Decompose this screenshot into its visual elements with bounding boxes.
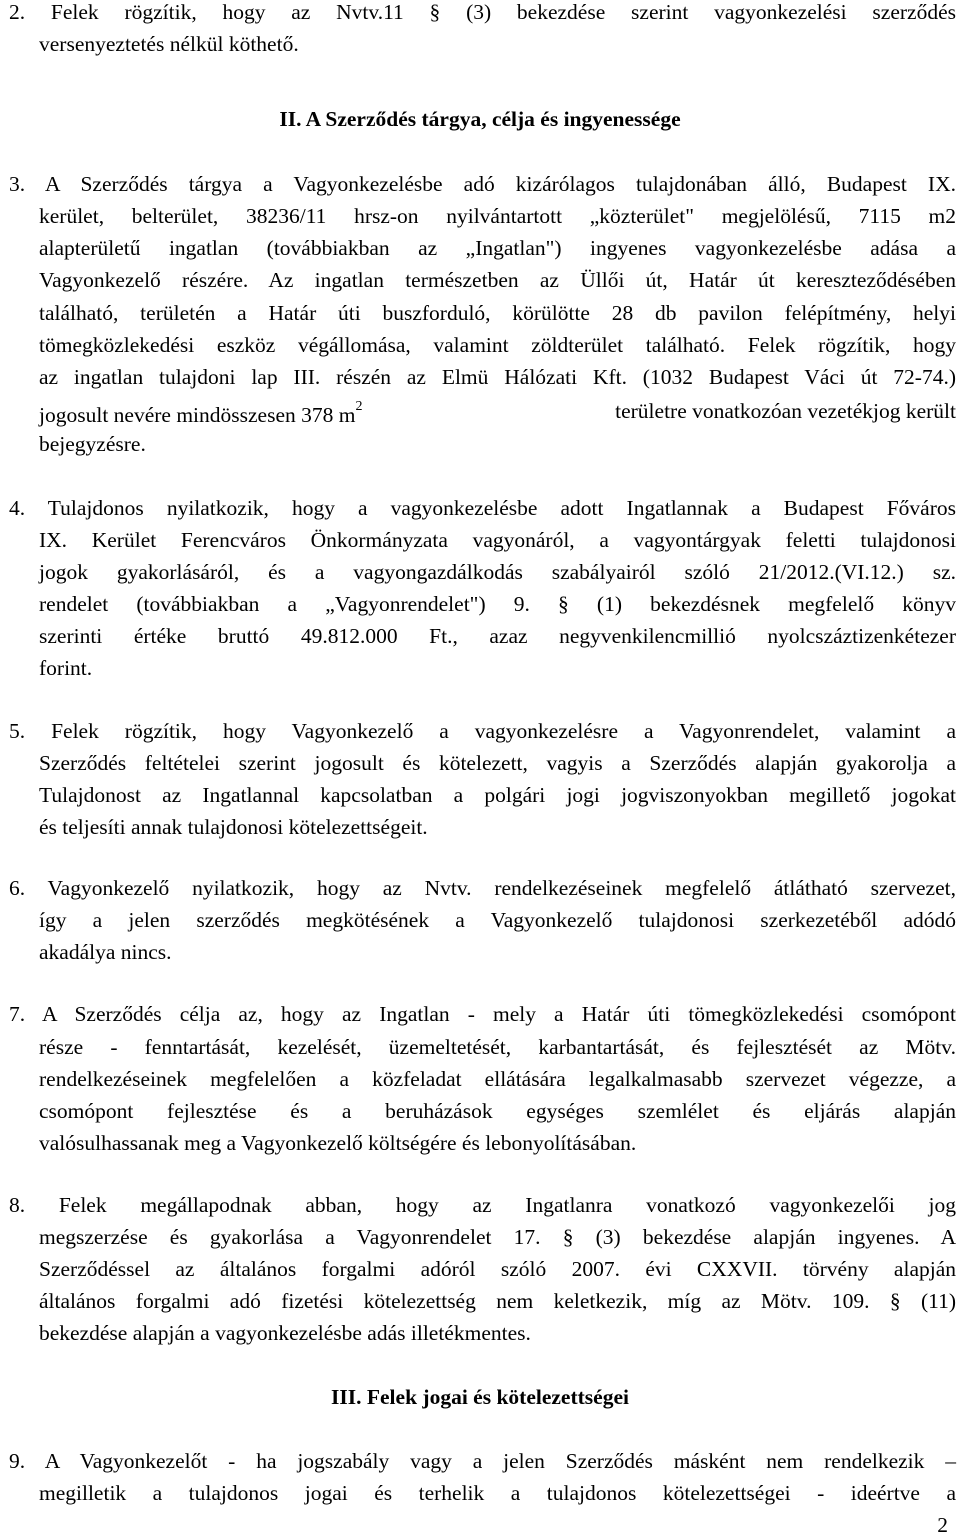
paragraph-7-line-3: rendelkezéseinek megfelelően a közfeladat ellátására legalkalmasabb szervezet végezze, a <box>39 1067 956 1091</box>
line-8-text-part-2: területre vonatkozóan vezetékjog került <box>615 399 956 423</box>
paragraph-6-line-1: 6. Vagyonkezelő nyilatkozik, hogy az Nvtv. rendelkezéseinek megfelelő átlátható szervezet, <box>9 876 956 900</box>
section-heading-iii: III. Felek jogai és kötelezettségei <box>331 1385 629 1409</box>
paragraph-3-line-5: található, területén a Határ úti buszforduló, körülötte 28 db pavilon felépítmény, helyi <box>39 301 956 325</box>
paragraph-3-line-4: Vagyonkezelő részére. Az ingatlan természetben az Üllői út, Határ út kereszteződésében <box>39 268 956 292</box>
paragraph-9-line-2: megilletik a tulajdonos jogai és terhelik a tulajdonos kötelezettségei - ideértve a <box>39 1481 956 1505</box>
paragraph-5-line-2: Szerződés feltételei szerint jogosult és kötelezett, vagyis a Szerződés alapján gyakorolja a <box>39 751 956 775</box>
paragraph-5-line-4: és teljesíti annak tulajdonosi kötelezettségeit. <box>39 815 428 839</box>
paragraph-4-line-5: szerinti értéke bruttó 49.812.000 Ft., azaz negyvenkilencmillió nyolcszáztizenkétezer <box>39 624 956 648</box>
paragraph-7-line-2: része - fenntartását, kezelését, üzemeltetését, karbantartását, és fejlesztését az Mötv. <box>39 1035 956 1059</box>
paragraph-3-line-2: kerület, belterület, 38236/11 hrsz-on nyilvántartott „közterület" megjelölésű, 7115 m2 <box>39 204 956 228</box>
paragraph-5-line-3: Tulajdonost az Ingatlannal kapcsolatban a polgári jogi jogviszonyokban megillető jogokat <box>39 783 956 807</box>
paragraph-7-line-4: csomópont fejlesztése és a beruházások egységes szemlélet és eljárás alapján <box>39 1099 956 1123</box>
line-8-text-part-1: jogosult nevére mindösszesen 378 m <box>39 403 356 428</box>
superscript: 2 <box>355 399 363 414</box>
paragraph-3-line-9: bejegyzésre. <box>39 432 146 456</box>
paragraph-3-line-3: alapterületű ingatlan (továbbiakban az „Ingatlan") ingyenes vagyonkezelésbe adása a <box>39 236 956 260</box>
paragraph-5-line-1: 5. Felek rögzítik, hogy Vagyonkezelő a vagyonkezelésre a Vagyonrendelet, valamint a <box>9 719 956 743</box>
paragraph-8-line-3: Szerződéssel az általános forgalmi adóról szóló 2007. évi CXXVII. törvény alapján <box>39 1257 956 1281</box>
paragraph-2-line-2: versenyeztetés nélkül köthető. <box>39 32 299 56</box>
paragraph-4-line-3: jogok gyakorlásáról, és a vagyongazdálkodás szabályairól szóló 21/2012.(VI.12.) sz. <box>39 560 956 584</box>
paragraph-4-line-6: forint. <box>39 656 93 680</box>
paragraph-8-line-1: 8. Felek megállapodnak abban, hogy az Ingatlanra vonatkozó vagyonkezelői jog <box>9 1193 956 1217</box>
paragraph-7-line-1: 7. A Szerződés célja az, hogy az Ingatlan - mely a Határ úti tömegközlekedési csomópont <box>9 1002 956 1026</box>
paragraph-8-line-5: bekezdése alapján a vagyonkezelésbe adás illetékmentes. <box>39 1321 531 1345</box>
paragraph-4-line-2: IX. Kerület Ferencváros Önkormányzata vagyonáról, a vagyontárgyak feletti tulajdonosi <box>39 528 956 552</box>
paragraph-8-line-2: megszerzése és gyakorlása a Vagyonrendelet 17. § (3) bekezdése alapján ingyenes. A <box>39 1225 956 1249</box>
paragraph-9-line-1: 9. A Vagyonkezelőt - ha jogszabály vagy a jelen Szerződés másként nem rendelkezik – <box>9 1449 956 1473</box>
paragraph-6-line-3: akadálya nincs. <box>39 940 172 964</box>
paragraph-4-line-1: 4. Tulajdonos nyilatkozik, hogy a vagyonkezelésbe adott Ingatlannak a Budapest Főváros <box>9 496 956 520</box>
paragraph-3-line-6: tömegközlekedési eszköz végállomása, valamint zöldterület található. Felek rögzítik, hogy <box>39 333 956 357</box>
paragraph-3-line-8 <box>39 396 956 426</box>
paragraph-6-line-2: így a jelen szerződés megkötésének a Vagyonkezelő tulajdonosi szerkezetéből adódó <box>39 908 956 932</box>
page-number: 2 <box>937 1513 948 1537</box>
paragraph-8-line-4: általános forgalmi adó fizetési kötelezettség nem keletkezik, míg az Mötv. 109. § (11) <box>39 1289 956 1313</box>
paragraph-7-line-5: valósulhassanak meg a Vagyonkezelő költségére és lebonyolításában. <box>39 1131 637 1155</box>
paragraph-3-line-1: 3. A Szerződés tárgya a Vagyonkezelésbe adó kizárólagos tulajdonában álló, Budapest IX. <box>9 172 956 196</box>
paragraph-2-line-1: 2. Felek rögzítik, hogy az Nvtv.11 § (3) bekezdése szerint vagyonkezelési szerződés <box>9 0 956 24</box>
paragraph-4-line-4: rendelet (továbbiakban a „Vagyonrendelet") 9. § (1) bekezdésnek megfelelő könyv <box>39 592 956 616</box>
paragraph-3-line-7: az ingatlan tulajdoni lap III. részén az Elmü Hálózati Kft. (1032 Budapest Váci út 72-74.) <box>39 365 956 389</box>
section-heading-ii: II. A Szerződés tárgya, célja és ingyenessége <box>279 107 681 131</box>
